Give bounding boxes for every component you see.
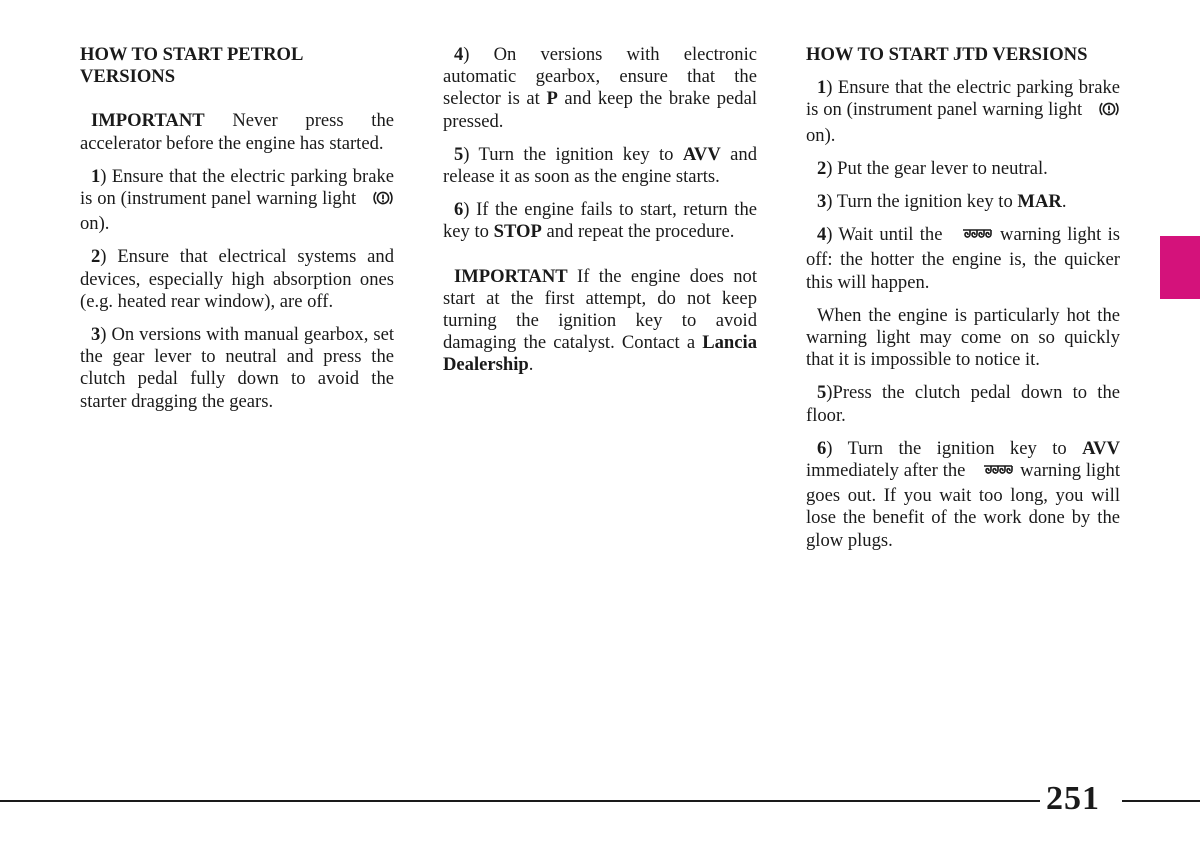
page-number: 251 (1046, 780, 1100, 817)
step-2-jtd (806, 158, 1120, 180)
paragraph-text: and repeat the procedure. (541, 221, 735, 243)
step-5-petrol (443, 144, 757, 188)
step-number: 1 (91, 165, 101, 187)
paragraph-text: ) On versions with electronic automatic gearbox, ensure that the selector is at (443, 44, 757, 110)
paragraph-text: )Press the clutch pedal down to the floor. (806, 382, 1120, 426)
section-tab-marker (1160, 236, 1200, 299)
paragraph-text: ) Turn the ignition key to (826, 191, 1018, 213)
paragraph-text: ) Wait until the (826, 224, 949, 246)
paragraph-text: . (528, 354, 534, 376)
section-heading-jtd: HOW TO START JTD VERSIONS (806, 44, 1088, 65)
step-number: 5 (817, 382, 827, 404)
step-number: 6 (454, 199, 464, 221)
step-number: 1 (817, 77, 827, 99)
step-1-petrol (80, 166, 394, 236)
key-position: AVV (682, 143, 721, 165)
paragraph-text: ) If the engine fails to start, return the key to (443, 199, 757, 243)
paragraph-text: ) Ensure that the electric parking brake is on (instrument panel warning light (80, 165, 394, 210)
footer-rule-right (1122, 800, 1200, 802)
paragraph-text: ) Ensure that the electric parking brake is on (instrument panel warning light (806, 77, 1120, 121)
paragraph-text: warning light is off: the hotter the engine is, the quicker this will happen. (806, 224, 1120, 293)
footer-rule-left (0, 800, 1040, 802)
step-number: 5 (454, 143, 464, 165)
step-number: 3 (817, 191, 827, 213)
step-number: 2 (817, 157, 827, 179)
important-note-catalyst (443, 266, 757, 377)
section-heading-petrol: HOW TO START PETROL VERSIONS (80, 44, 303, 88)
paragraph-text: . (1061, 191, 1067, 213)
step-3-jtd (806, 191, 1120, 213)
note-hot-engine: When the engine is particularly hot the warning light may come on so quickly that it is impossible to notice it. (806, 304, 1120, 371)
paragraph-text: immediately after the (806, 460, 971, 482)
dealership-name: Lancia Dealership (443, 332, 757, 376)
glow-plug-icon (970, 463, 1015, 485)
key-position: AVV (1082, 437, 1120, 459)
paragraph-text: warning light goes out. If you wait too long, you will lose the benefit of the work done by the glow plugs. (806, 460, 1120, 551)
step-number: 2 (91, 246, 101, 268)
parking-brake-warning-icon (361, 189, 394, 213)
paragraph-text: ) Ensure that electrical systems and devices, especially high absorption ones (e.g. heated rear window), are off. (80, 246, 394, 312)
paragraph-text: and keep the brake pedal pressed. (443, 88, 757, 132)
step-6-petrol (443, 199, 757, 243)
key-position: STOP (493, 221, 542, 243)
column-middle (443, 44, 757, 388)
paragraph-text: ) Turn the ignition key to (826, 437, 1083, 459)
selector-position: P (546, 88, 558, 110)
paragraph-text: on). (80, 213, 110, 235)
step-4-petrol (443, 44, 757, 133)
step-6-jtd (806, 438, 1120, 552)
paragraph-text: and release it as soon as the engine starts. (443, 143, 757, 188)
important-label: IMPORTANT (454, 265, 568, 287)
glow-plug-icon (949, 227, 994, 249)
parking-brake-warning-icon (1087, 100, 1120, 124)
step-1-jtd (806, 77, 1120, 147)
column-left (80, 44, 394, 424)
step-number: 3 (91, 324, 101, 346)
step-number: 4 (454, 44, 464, 65)
step-4-jtd (806, 224, 1120, 294)
paragraph-text: on). (806, 124, 836, 146)
step-3-petrol (80, 324, 394, 413)
key-position: MAR (1017, 191, 1062, 213)
important-label: IMPORTANT (91, 110, 205, 132)
step-number: 4 (817, 224, 827, 246)
paragraph-text: If the engine does not start at the first attempt, do not keep turning the ignition key to avoid damaging the catalyst. Contact a (443, 265, 757, 354)
column-right (806, 44, 1120, 563)
paragraph-text: ) On versions with manual gearbox, set the gear lever to neutral and press the clutch pedal fully down to avoid the starter dragging the gears. (80, 324, 394, 412)
step-2-petrol (80, 246, 394, 313)
paragraph-text: ) Put the gear lever to neutral. (826, 157, 1048, 179)
step-5-jtd (806, 382, 1120, 426)
step-number: 6 (817, 437, 827, 459)
paragraph-text: Never press the accelerator before the engine has started. (80, 110, 394, 154)
important-note-petrol (80, 110, 394, 154)
paragraph-text: ) Turn the ignition key to (463, 143, 683, 165)
